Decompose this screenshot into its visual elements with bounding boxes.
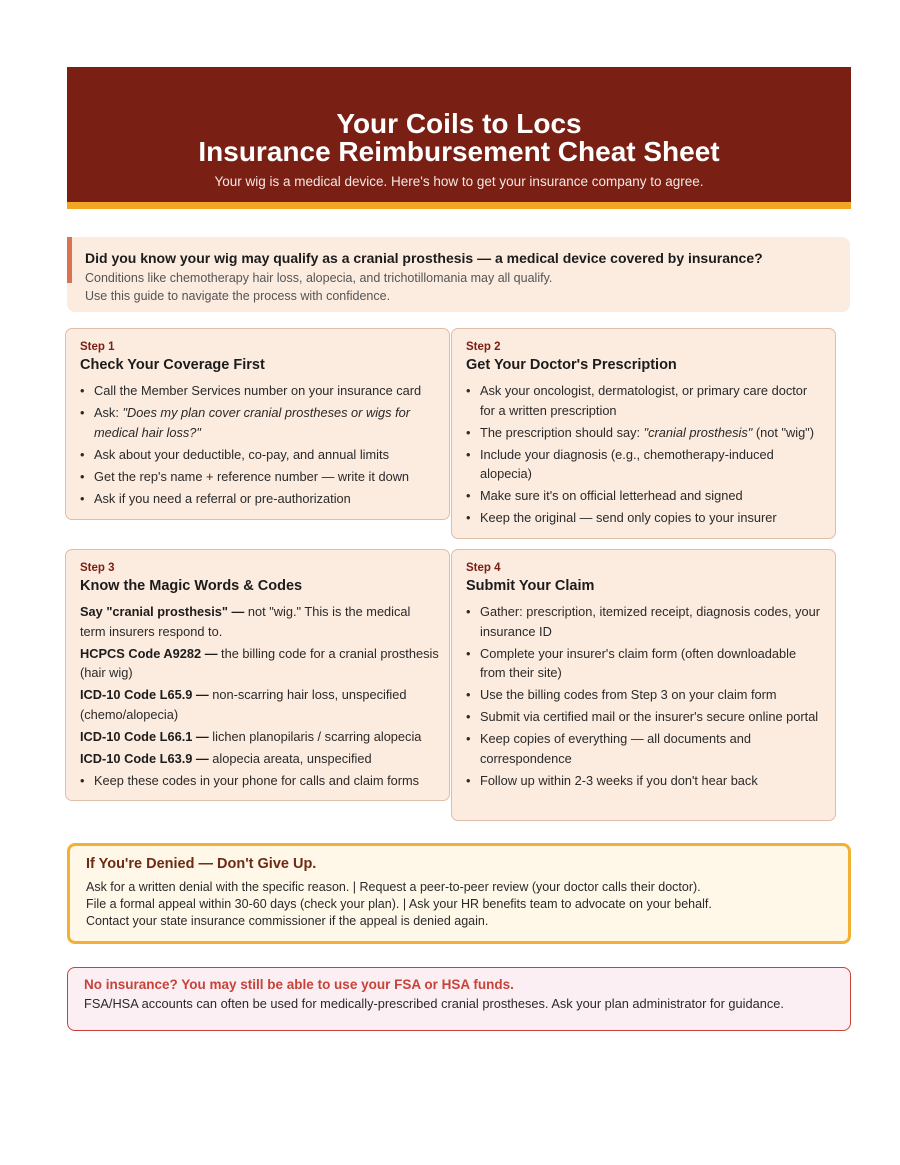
header-banner bbox=[67, 67, 851, 209]
code-term: ICD-10 Code L66.1 — bbox=[80, 728, 209, 744]
list-item: • Get the rep's name + reference number — write it down bbox=[80, 467, 439, 487]
step-4-label: Step 4 bbox=[466, 562, 501, 574]
step-1-label: Step 1 bbox=[80, 341, 115, 353]
list-item: • Use the billing codes from Step 3 on your claim form bbox=[466, 685, 825, 705]
title-line-1: Your Coils to Locs bbox=[336, 108, 582, 139]
code-desc: non-scarring hair loss, unspecified (chemo/alopecia) bbox=[80, 687, 407, 722]
step-1-title: Check Your Coverage First bbox=[80, 357, 265, 373]
code-entry bbox=[80, 727, 439, 747]
denied-line-2: File a formal appeal within 30-60 days (check your plan). | Ask your HR benefits team to advocate on your behalf. bbox=[86, 897, 712, 911]
list-item-quote: "cranial prosthesis" bbox=[643, 424, 753, 440]
list-item: • Complete your insurer's claim form (often downloadable from their site) bbox=[466, 644, 825, 683]
list-item: • Call the Member Services number on your insurance card bbox=[80, 381, 439, 401]
header-subtitle: Your wig is a medical device. Here's how to get your insurance company to agree. bbox=[214, 174, 704, 189]
list-item bbox=[80, 403, 439, 442]
intro-line-1: Conditions like chemotherapy hair loss, alopecia, and trichotillomania may all qualify. bbox=[85, 271, 553, 285]
list-item: • Include your diagnosis (e.g., chemotherapy-induced alopecia) bbox=[466, 445, 825, 484]
step-3-label: Step 3 bbox=[80, 562, 115, 574]
step-3-title: Know the Magic Words & Codes bbox=[80, 578, 303, 594]
code-entry bbox=[80, 602, 439, 641]
list-item-text: Ask: bbox=[94, 405, 123, 420]
list-item: • Make sure it's on official letterhead and signed bbox=[466, 486, 825, 506]
step-4-list bbox=[466, 602, 825, 793]
denied-title: If You're Denied — Don't Give Up. bbox=[86, 856, 317, 872]
list-item: • Keep these codes in your phone for calls and claim forms bbox=[80, 771, 439, 791]
list-item: • Ask your oncologist, dermatologist, or primary care doctor for a written prescription bbox=[466, 381, 825, 420]
list-item: • Keep the original — send only copies to your insurer bbox=[466, 508, 825, 528]
code-desc: the billing code for a cranial prosthesis (hair wig) bbox=[80, 645, 439, 680]
step-1-card bbox=[65, 328, 450, 520]
step-1-list bbox=[80, 381, 439, 511]
intro-line-2: Use this guide to navigate the process with confidence. bbox=[85, 289, 391, 303]
code-desc: lichen planopilaris / scarring alopecia bbox=[208, 728, 422, 744]
title-line-2: Insurance Reimbursement Cheat Sheet bbox=[198, 136, 720, 167]
step-2-title: Get Your Doctor's Prescription bbox=[466, 357, 677, 373]
intro-accent-bar bbox=[67, 237, 72, 283]
denied-line-1: Ask for a written denial with the specific reason. | Request a peer-to-peer review (your doctor calls their doctor). bbox=[86, 880, 701, 894]
code-term: ICD-10 Code L63.9 — bbox=[80, 750, 209, 766]
list-item: • Ask about your deductible, co-pay, and annual limits bbox=[80, 445, 439, 465]
denied-callout bbox=[67, 843, 851, 944]
list-item-quote: "Does my plan cover cranial prostheses or wigs for medical hair loss?" bbox=[94, 405, 411, 440]
fsa-title: No insurance? You may still be able to use your FSA or HSA funds. bbox=[84, 977, 514, 992]
denied-line-3: Contact your state insurance commissioner if the appeal is denied again. bbox=[86, 914, 489, 928]
list-item: • Gather: prescription, itemized receipt, diagnosis codes, your insurance ID bbox=[466, 602, 825, 641]
code-term: Say "cranial prosthesis" — bbox=[80, 604, 245, 619]
list-item-text: The prescription should say: bbox=[480, 424, 644, 440]
list-item: • Keep copies of everything — all documents and correspondence bbox=[466, 729, 825, 768]
code-desc: not "wig." This is the medical term insurers respond to. bbox=[80, 604, 411, 639]
code-entry bbox=[80, 749, 439, 769]
list-item: • Follow up within 2-3 weeks if you don't hear back bbox=[466, 771, 825, 791]
code-term: HCPCS Code A9282 — bbox=[80, 645, 218, 661]
code-entry bbox=[80, 685, 439, 724]
list-item-text-end: (not "wig") bbox=[752, 424, 814, 440]
code-term: ICD-10 Code L65.9 — bbox=[80, 687, 209, 702]
intro-callout bbox=[67, 237, 850, 312]
code-entry bbox=[80, 644, 439, 683]
step-2-label: Step 2 bbox=[466, 341, 501, 353]
intro-question: Did you know your wig may qualify as a cranial prosthesis — a medical device covered by insurance? bbox=[85, 250, 763, 266]
fsa-text: FSA/HSA accounts can often be used for medically-prescribed cranial prostheses. Ask your plan administrator for guidance. bbox=[84, 996, 784, 1011]
step-2-card bbox=[451, 328, 836, 539]
list-item: • Submit via certified mail or the insurer's secure online portal bbox=[466, 707, 825, 727]
list-item: • Ask if you need a referral or pre-authorization bbox=[80, 489, 439, 509]
fsa-hsa-callout bbox=[67, 967, 851, 1031]
code-desc: alopecia areata, unspecified bbox=[208, 750, 372, 766]
list-item bbox=[466, 423, 825, 443]
step-3-codes bbox=[80, 602, 439, 793]
step-3-card bbox=[65, 549, 450, 801]
step-4-card bbox=[451, 549, 836, 821]
step-4-title: Submit Your Claim bbox=[466, 578, 595, 594]
step-2-list bbox=[466, 381, 825, 530]
